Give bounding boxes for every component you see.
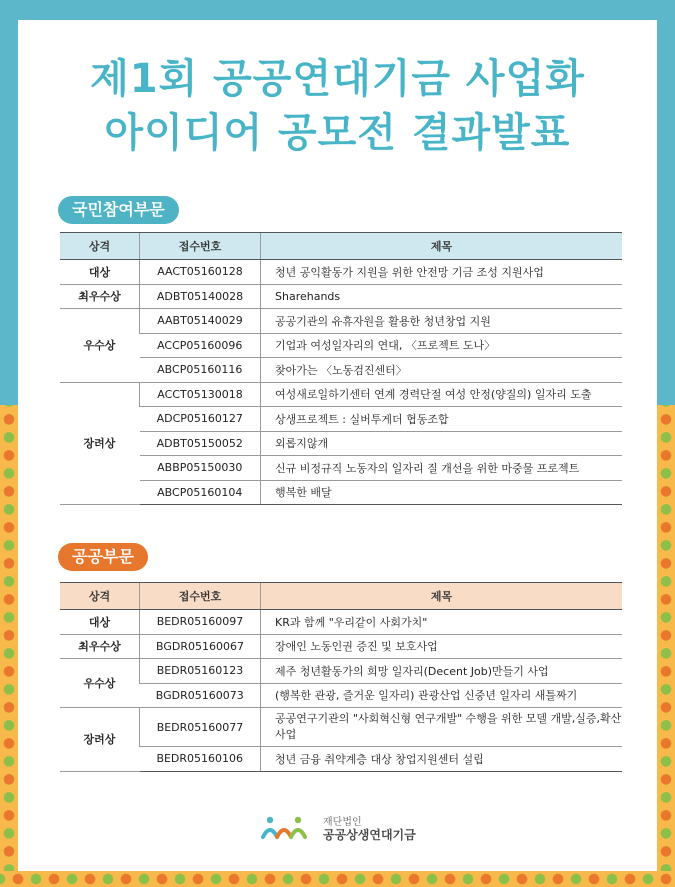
- number-cell: ADCP05160127: [140, 407, 261, 432]
- subject-cell: 청년 공익활동가 지원을 위한 안전망 기금 조성 지원사업: [261, 260, 623, 285]
- number-cell: ADBT05150052: [140, 431, 261, 456]
- number-cell: ADBT05140028: [140, 284, 261, 309]
- subject-cell: (행복한 관광, 즐거운 일자리) 관광산업 신중년 일자리 새틀짜기: [261, 683, 623, 708]
- subject-cell: 상생프로젝트 : 실버투게더 협동조합: [261, 407, 623, 432]
- column-header-subject: 제목: [261, 583, 623, 610]
- award-cell: 장려상: [60, 382, 140, 505]
- page-title: [18, 52, 657, 160]
- table-row: [60, 284, 622, 309]
- table-row: [60, 382, 622, 407]
- subject-cell: KR과 함께 "우리같이 사회가치": [261, 610, 623, 635]
- table-row: [60, 480, 622, 505]
- number-cell: BEDR05160106: [140, 747, 261, 772]
- subject-cell: 공공연구기관의 "사회혁신형 연구개발" 수행을 위한 모델 개발,실증,확산 사업: [261, 708, 623, 747]
- table-row: [60, 309, 622, 334]
- logo-name: 공공상생연대기금: [323, 828, 416, 842]
- table-row: [60, 747, 622, 772]
- left-border: [0, 0, 18, 405]
- subject-cell: 신규 비정규직 노동자의 일자리 질 개선을 위한 마중물 프로젝트: [261, 456, 623, 481]
- table-row: [60, 260, 622, 285]
- top-border: [0, 0, 675, 20]
- foundation-logo: [261, 813, 431, 843]
- award-cell: 최우수상: [60, 634, 140, 659]
- section-label-public: 공공부문: [58, 543, 148, 571]
- subject-cell: 기업과 여성일자리의 연대, 〈프로젝트 도나〉: [261, 333, 623, 358]
- table-row: [60, 659, 622, 684]
- number-cell: BEDR05160123: [140, 659, 261, 684]
- table-row: [60, 708, 622, 747]
- subject-cell: 제주 청년활동가의 희망 일자리(Decent Job)만들기 사업: [261, 659, 623, 684]
- title-line-1: 제1회 공공연대기금 사업화: [90, 56, 585, 102]
- foundation-logo-icon: [261, 815, 317, 841]
- number-cell: BEDR05160077: [140, 708, 261, 747]
- logo-subtitle: 재단법인: [323, 817, 362, 828]
- column-header-award: 상격: [60, 233, 140, 260]
- table-header-row: [60, 233, 622, 260]
- title-line-2: 아이디어 공모전 결과발표: [104, 110, 571, 156]
- column-header-number: 접수번호: [140, 233, 261, 260]
- number-cell: BGDR05160073: [140, 683, 261, 708]
- number-cell: BGDR05160067: [140, 634, 261, 659]
- subject-cell: 여성새로일하기센터 연계 경력단절 여성 안정(양질의) 일자리 도출: [261, 382, 623, 407]
- number-cell: BEDR05160097: [140, 610, 261, 635]
- table-row: [60, 683, 622, 708]
- column-header-award: 상격: [60, 583, 140, 610]
- award-cell: 최우수상: [60, 284, 140, 309]
- subject-cell: Sharehands: [261, 284, 623, 309]
- subject-cell: 공공기관의 유휴자원을 활용한 청년창업 지원: [261, 309, 623, 334]
- decorative-pattern-right: [657, 405, 675, 887]
- column-header-number: 접수번호: [140, 583, 261, 610]
- subject-cell: 찾아가는 〈노동검진센터〉: [261, 358, 623, 383]
- table-row: [60, 333, 622, 358]
- number-cell: ABCP05160116: [140, 358, 261, 383]
- number-cell: AABT05140029: [140, 309, 261, 334]
- table-row: [60, 407, 622, 432]
- table-row: [60, 610, 622, 635]
- award-cell: 장려상: [60, 708, 140, 772]
- subject-cell: 행복한 배달: [261, 480, 623, 505]
- number-cell: ACCP05160096: [140, 333, 261, 358]
- results-table-citizen: [60, 232, 622, 505]
- table-header-row: [60, 583, 622, 610]
- results-table-public: [60, 582, 622, 772]
- award-cell: 우수상: [60, 309, 140, 383]
- table-row: [60, 358, 622, 383]
- subject-cell: 장애인 노동인권 증진 및 보호사업: [261, 634, 623, 659]
- table-row: [60, 634, 622, 659]
- subject-cell: 청년 금융 취약계층 대상 창업지원센터 설립: [261, 747, 623, 772]
- poster-body: [18, 20, 657, 871]
- column-header-subject: 제목: [261, 233, 623, 260]
- number-cell: ACCT05130018: [140, 382, 261, 407]
- right-border: [657, 0, 675, 405]
- number-cell: ABCP05160104: [140, 480, 261, 505]
- subject-cell: 외롭지않개: [261, 431, 623, 456]
- decorative-pattern-bottom: [0, 871, 675, 887]
- table-row: [60, 431, 622, 456]
- decorative-pattern-left: [0, 405, 18, 887]
- award-cell: 우수상: [60, 659, 140, 708]
- award-cell: 대상: [60, 260, 140, 285]
- table-row: [60, 456, 622, 481]
- number-cell: ABBP05150030: [140, 456, 261, 481]
- award-cell: 대상: [60, 610, 140, 635]
- number-cell: AACT05160128: [140, 260, 261, 285]
- section-label-citizen: 국민참여부문: [58, 196, 179, 224]
